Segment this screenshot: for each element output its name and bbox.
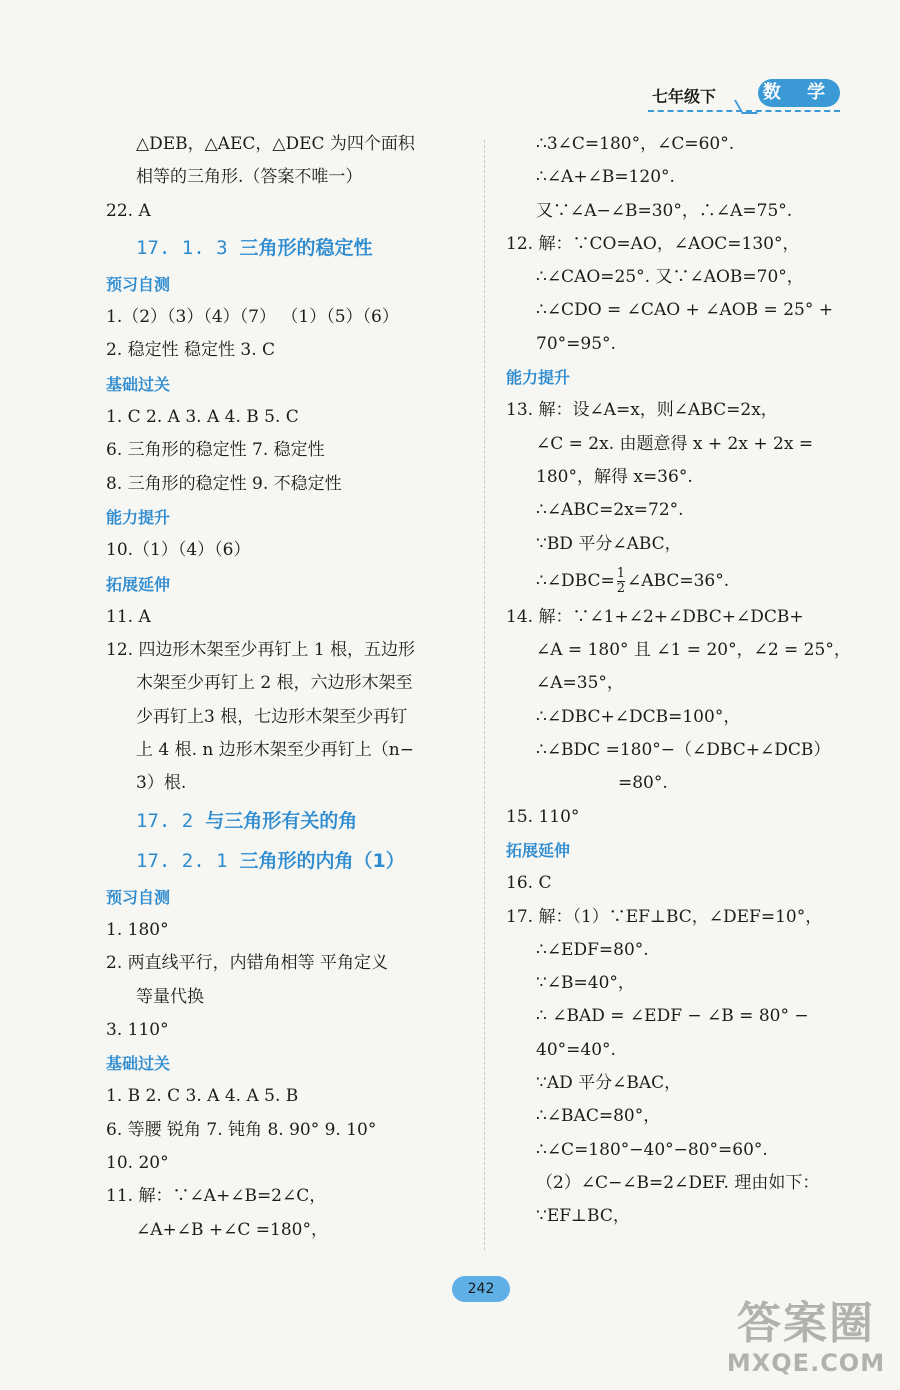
subheading-ability: 能力提升 — [106, 507, 171, 527]
answer-line: ∴∠DBC+∠DCB=100°， — [536, 706, 741, 727]
answer-line: ∴∠CAO=25°. 又∵∠AOB=70°， — [536, 267, 804, 288]
answer-line: ∴∠EDF=80°. — [536, 939, 649, 960]
section-title-17-2-1 — [106, 841, 462, 881]
fraction-suffix: ∠ABC=36°. — [627, 570, 730, 591]
section-title-17-1-3 — [106, 228, 462, 268]
column-divider — [484, 140, 485, 1250]
answer-line: 11. 解：∵∠A+∠B=2∠C， — [106, 1186, 327, 1207]
answer-line: 相等的三角形.（答案不唯一） — [136, 167, 363, 188]
section-number: 17. 1. 3 — [136, 236, 228, 259]
fraction-one-half — [617, 567, 625, 596]
answer-line: ∴ ∠BAD = ∠EDF − ∠B = 80° − — [536, 1006, 809, 1027]
answer-line: ∴∠CDO = ∠CAO + ∠AOB = 25° + — [536, 300, 833, 321]
answer-line: 70°=95°. — [536, 333, 616, 354]
answer-line: 6. 三角形的稳定性 7. 稳定性 — [106, 440, 325, 461]
answer-line: 上 4 根. n 边形木架至少再钉上（n− — [136, 740, 414, 761]
answer-line: 11. A — [106, 606, 151, 627]
answer-line: ∴∠BAC=80°， — [536, 1106, 661, 1127]
answer-line: 12. 四边形木架至少再钉上 1 根，五边形 — [106, 640, 416, 661]
answer-line: （2）∠C−∠B=2∠DEF. 理由如下： — [536, 1172, 820, 1193]
answer-line: 17. 解：（1）∵EF⊥BC，∠DEF=10°， — [506, 906, 823, 927]
answer-line: 等量代换 — [136, 986, 204, 1007]
answer-line: ∴∠A+∠B=120°. — [536, 167, 675, 188]
answer-line: 40°=40°. — [536, 1039, 616, 1060]
answer-line: 15. 110° — [506, 806, 580, 827]
answer-line: 1. 180° — [106, 919, 169, 940]
header-grade: 七年级下 — [652, 87, 717, 106]
answer-line: ∠A = 180° 且 ∠1 = 20°，∠2 = 25°， — [536, 640, 851, 661]
answer-line: 2. 两直线平行，内错角相等 平角定义 — [106, 953, 389, 974]
subheading-extension: 拓展延伸 — [106, 574, 171, 594]
answer-line: 木架至少再钉上 2 根，六边形木架至 — [136, 673, 413, 694]
answer-line: 又∵∠A−∠B=30°，∴∠A=75°. — [536, 200, 793, 221]
answer-line: 1. C 2. A 3. A 4. B 5. C — [106, 407, 299, 428]
answer-line: ∵AD 平分∠BAC， — [536, 1073, 682, 1094]
answer-line: ∴3∠C=180°，∠C=60°. — [536, 134, 735, 154]
answer-line: 8. 三角形的稳定性 9. 不稳定性 — [106, 473, 342, 494]
subheading-basic: 基础过关 — [106, 1054, 171, 1074]
subheading-basic: 基础过关 — [106, 374, 171, 394]
subheading-ability: 能力提升 — [506, 368, 571, 388]
section-name: 与三角形有关的角 — [205, 809, 358, 832]
section-title-17-2 — [106, 801, 462, 841]
answer-line: 10.（1）（4）（6） — [106, 540, 251, 561]
answer-line: ∵∠B=40°， — [536, 973, 635, 994]
watermark-url: MXQE.COM — [726, 1349, 886, 1377]
fraction-prefix: ∴∠DBC= — [536, 570, 615, 591]
answer-line: 1.（2）（3）（4）（7） （1）（5）（6） — [106, 307, 399, 328]
subheading-preview: 预习自测 — [106, 887, 171, 907]
answer-line: 13. 解：设∠A=x，则∠ABC=2x， — [506, 400, 778, 421]
header-dashed-line — [648, 110, 840, 112]
answer-line: ∵BD 平分∠ABC， — [536, 533, 682, 554]
answer-line: 少再钉上3 根，七边形木架至少再钉 — [136, 706, 408, 727]
answer-line: ∠A+∠B +∠C =180°， — [136, 1219, 328, 1240]
answer-line-fraction — [506, 561, 862, 601]
watermark-logo — [716, 1300, 896, 1390]
answer-line: 22. A — [106, 200, 151, 221]
answer-line: ∠C = 2x. 由题意得 x + 2x + 2x = — [536, 433, 814, 454]
answer-line: 3. 110° — [106, 1019, 169, 1040]
answer-line: 2. 稳定性 稳定性 3. C — [106, 340, 276, 361]
answer-line: 1. B 2. C 3. A 4. A 5. B — [106, 1086, 299, 1107]
answer-line: 16. C — [506, 873, 552, 894]
subheading-extension: 拓展延伸 — [506, 840, 571, 860]
section-name: 三角形的内角（1） — [239, 849, 405, 872]
answer-line: 3）根. — [136, 773, 187, 794]
subheading-preview: 预习自测 — [106, 274, 171, 294]
answer-line: 14. 解：∵∠1+∠2+∠DBC+∠DCB+ — [506, 606, 804, 627]
section-number: 17. 2 — [136, 809, 194, 832]
fraction-denominator: 2 — [616, 580, 626, 596]
watermark-text: 答案圈 — [737, 1298, 875, 1349]
fraction-numerator: 1 — [616, 565, 626, 581]
right-column — [506, 128, 862, 1234]
answer-line: ∴∠C=180°−40°−80°=60°. — [536, 1139, 768, 1160]
page-number-badge: 242 — [452, 1276, 510, 1302]
answer-line: 12. 解：∵CO=AO，∠AOC=130°， — [506, 233, 800, 254]
answer-line: ∴∠BDC =180°−（∠DBC+∠DCB） — [536, 740, 831, 761]
left-column — [106, 128, 462, 1247]
answer-line: △DEB，△AEC，△DEC 为四个面积 — [136, 134, 415, 154]
section-name: 三角形的稳定性 — [239, 236, 373, 259]
answer-line: ∵EF⊥BC， — [536, 1206, 630, 1227]
section-number: 17. 2. 1 — [136, 849, 228, 872]
answer-line: =80°. — [618, 773, 668, 794]
answer-line: ∠A=35°， — [536, 673, 624, 694]
answer-line: 6. 等腰 锐角 7. 钝角 8. 90° 9. 10° — [106, 1119, 377, 1140]
answer-line: 10. 20° — [106, 1153, 169, 1174]
answer-line: ∴∠ABC=2x=72°. — [536, 500, 684, 521]
header-subject-badge: 数 学 — [758, 79, 840, 107]
answer-line: 180°，解得 x=36°. — [536, 466, 693, 487]
